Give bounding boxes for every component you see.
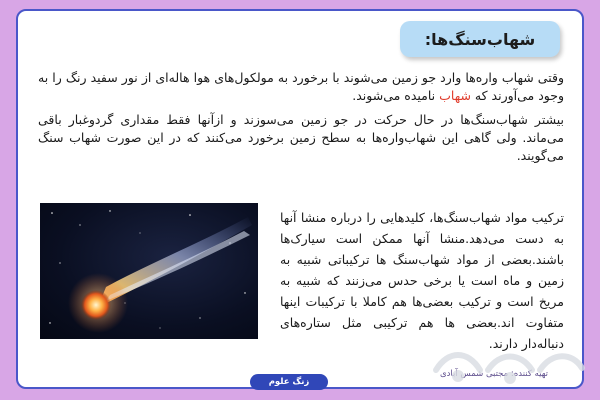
paragraph-intro-end: نامیده می‌شوند. (352, 88, 440, 103)
title-tab (400, 21, 560, 57)
footer-credit: تهیه کننده: مجتبی شمس آبادی (439, 369, 548, 379)
meteor-image (40, 203, 258, 339)
paragraph-intro-start: وقتی شهاب واره‌ها وارد جو زمین می‌شوند با برخورد به مولکول‌های هوا هاله‌ای از نور سفید رنگ را به وجود می‌آورند که (38, 70, 564, 103)
paragraph-composition: ترکیب مواد شهاب‌سنگ‌ها، کلیدهایی را درباره منشا آنها به دست می‌دهد.منشا آنها ممکن است سیارک‌ها باشند.بعضی از مواد شهاب‌سنگ ها ترکیباتی شبیه به زمین و ماه است یا برخی حدس می‌زنند که شبیه به مریخ است و ترکیب بعضی‌ها هم کاملا با ترکیبات اینها متفاوت اند.بعضی ها هم ترکیبی مثل ستاره‌های دنباله‌دار دارند. (280, 210, 564, 351)
watermark-logo (428, 340, 588, 384)
paragraph-intro (38, 69, 564, 105)
slide-page (16, 9, 584, 389)
footer-badge-button[interactable]: زنگ علوم (250, 374, 328, 390)
paragraph-burning: بیشتر شهاب‌سنگ‌ها در حال حرکت در جو زمین می‌سوزند و ازآنها فقط مقداری گردوغبار باقی می‌ماند. ولی گاهی این شهاب‌واره‌ها به سطح زمین برخورد می‌کنند که در این صورت شهاب سنگ می‌گویند. (38, 112, 564, 163)
page-title: شهاب‌سنگ‌ها: (424, 29, 536, 49)
highlight-term: شهاب (439, 88, 471, 103)
